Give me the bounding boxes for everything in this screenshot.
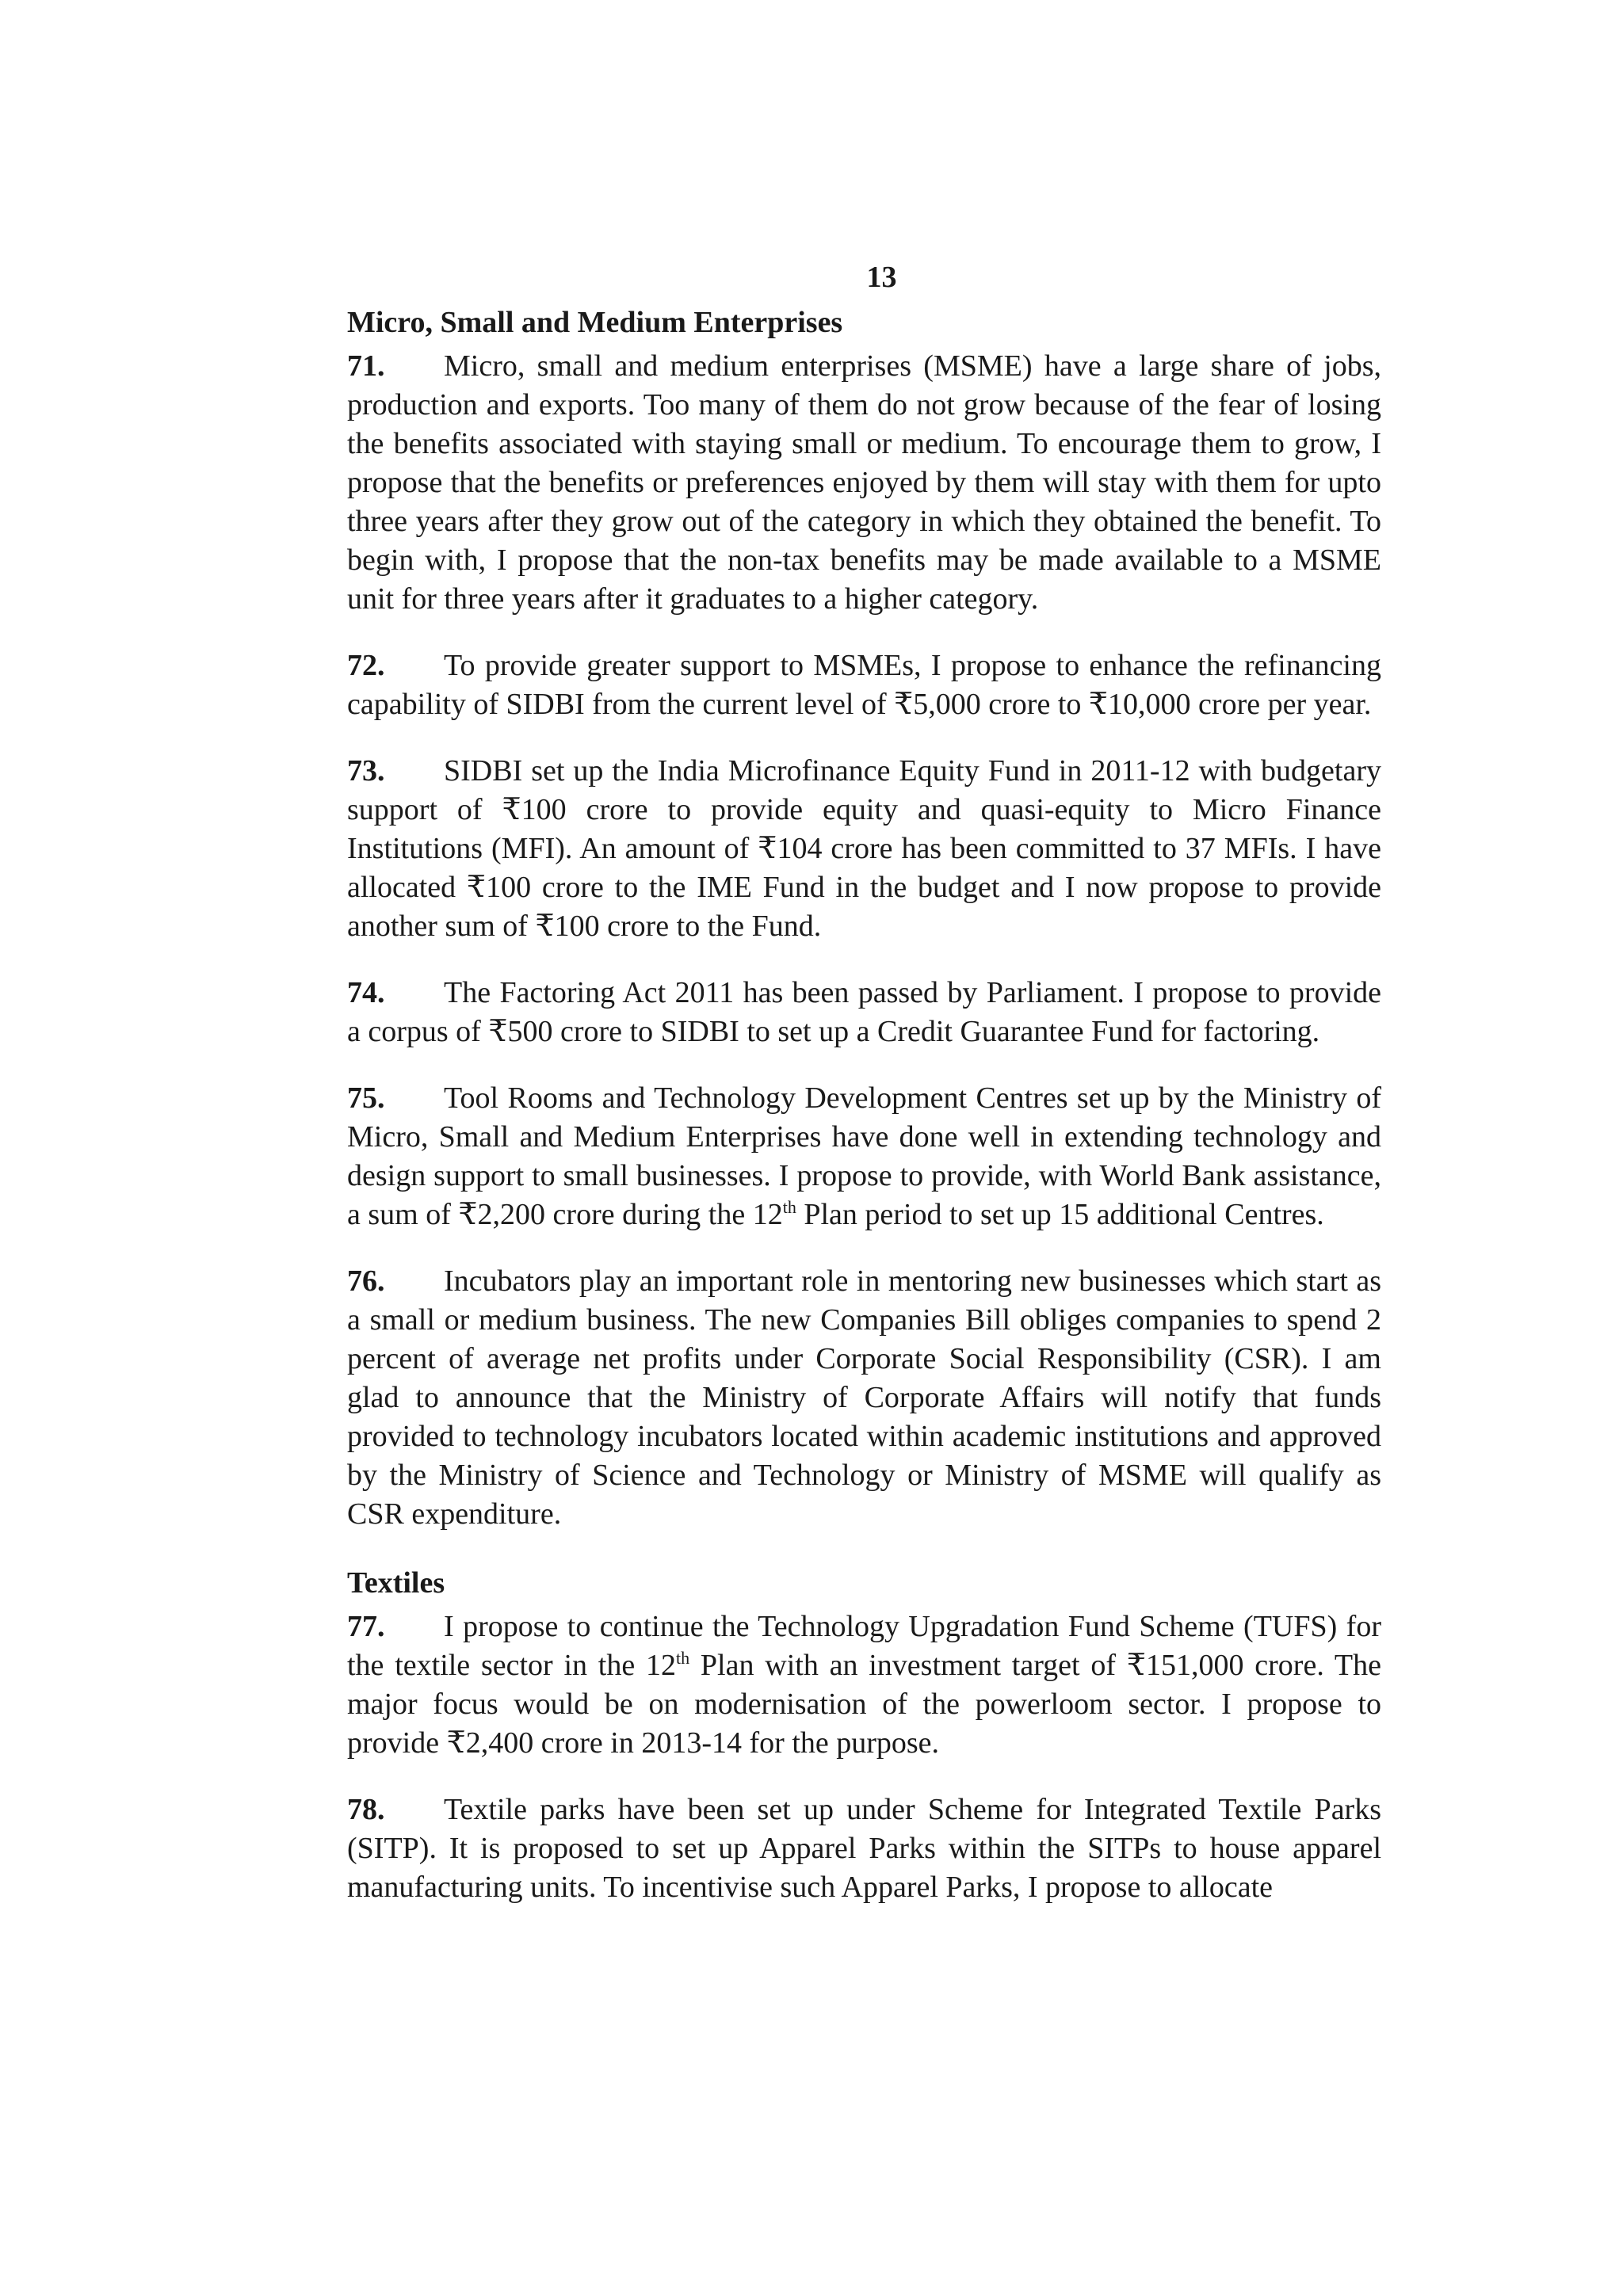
paragraph-text: Tool Rooms and Technology Development Centres set up by the Ministry of Micro, Small and Medium Enterprises have done well in extending technology and design support to small businesses. I propose to provide, with World Bank assistance, a sum of ₹2,200 crore during the 12 — [347, 1081, 1381, 1231]
paragraph-number: 76. — [347, 1264, 385, 1298]
paragraph-71 — [347, 347, 1381, 619]
paragraph-number: 78. — [347, 1793, 385, 1826]
paragraph-number: 73. — [347, 754, 385, 788]
document-page — [347, 254, 1381, 1935]
paragraph-text: Plan period to set up 15 additional Centres. — [796, 1198, 1324, 1231]
paragraph-74 — [347, 974, 1381, 1051]
paragraph-text: I propose to continue the Technology Upgradation Fund Scheme (TUFS) for the textile sector in the 12 — [347, 1610, 1381, 1682]
paragraph-text: SIDBI set up the India Microfinance Equity Fund in 2011-12 with budgetary support of ₹100 crore to provide equity and quasi-equity to Micro Finance Institutions (MFI). An amount of ₹104 crore has been committed to 37 MFIs. I have allocated ₹100 crore to the IME Fund in the budget and I now propose to provide another sum of ₹100 crore to the Fund. — [347, 754, 1381, 943]
paragraph-text: The Factoring Act 2011 has been passed by Parliament. I propose to provide a corpus of ₹500 crore to SIDBI to set up a Credit Guarantee Fund for factoring. — [347, 976, 1381, 1048]
paragraph-76 — [347, 1262, 1381, 1534]
paragraph-text: Textile parks have been set up under Scheme for Integrated Textile Parks (SITP). It is proposed to set up Apparel Parks within the SITPs to house apparel manufacturing units. To incentivise such Apparel Parks, I propose to allocate — [347, 1793, 1381, 1904]
section-heading-msme: Micro, Small and Medium Enterprises — [347, 306, 843, 339]
paragraph-text: Plan with an investment target of ₹151,000 crore. The major focus would be on modernisation of the powerloom sector. I propose to provide ₹2,400 crore in 2013-14 for the purpose. — [347, 1649, 1381, 1760]
paragraph-number: 71. — [347, 349, 385, 383]
superscript: th — [782, 1197, 796, 1217]
paragraph-number: 74. — [347, 976, 385, 1009]
paragraph-77 — [347, 1608, 1381, 1763]
paragraph-text: Incubators play an important role in mentoring new businesses which start as a small or medium business. The new Companies Bill obliges companies to spend 2 percent of average net profits under Corporate Social Responsibility (CSR). I am glad to announce that the Ministry of Corporate Affairs will notify that funds provided to technology incubators located within academic institutions and approved by the Ministry of Science and Technology or Ministry of MSME will qualify as CSR expenditure. — [347, 1264, 1381, 1531]
paragraph-73 — [347, 752, 1381, 946]
paragraph-number: 72. — [347, 649, 385, 682]
paragraph-72 — [347, 646, 1381, 724]
paragraph-number: 75. — [347, 1081, 385, 1115]
paragraph-text: To provide greater support to MSMEs, I propose to enhance the refinancing capability of SIDBI from the current level of ₹5,000 crore to ₹10,000 crore per year. — [347, 649, 1381, 721]
paragraph-text: Micro, small and medium enterprises (MSME) have a large share of jobs, production and exports. Too many of them do not grow because of the fear of losing the benefits associated with staying small or medium. To encourage them to grow, I propose that the benefits or preferences enjoyed by them will stay with them for upto three years after they grow out of the category in which they obtained the benefit. To begin with, I propose that the non-tax benefits may be made available to a MSME unit for three years after it graduates to a higher category. — [347, 349, 1381, 616]
paragraph-75 — [347, 1079, 1381, 1234]
page-number: 13 — [866, 261, 897, 294]
superscript: th — [676, 1648, 690, 1668]
paragraph-number: 77. — [347, 1610, 385, 1643]
paragraph-78 — [347, 1791, 1381, 1907]
section-heading-textiles: Textiles — [347, 1566, 445, 1600]
